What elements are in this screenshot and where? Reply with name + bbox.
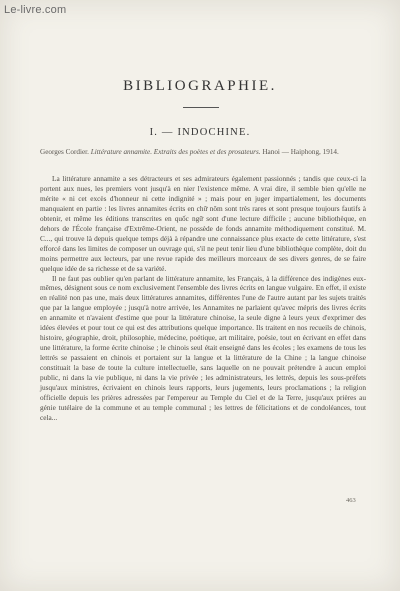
title-divider (183, 107, 219, 108)
watermark: Le-livre.com (4, 4, 67, 16)
bibliographic-reference (40, 147, 366, 157)
reference-author: Georges Cordier. (40, 148, 89, 156)
body-paragraph: Il ne faut pas oublier qu'en parlant de littérature annamite, les Français, à la différence des indigènes eux-mêmes, désignent sous ce nom exclusivement l'ensemble des livres écrits en langue vulgaire. En effet, il existe en réalité non pas une, mais deux littératures annamites, différentes l'une de l'autre autant par les sujets traités que par la langue employée ; jusqu'à notre arrivée, les Annamites ne parlaient qu'avec mépris des livres écrits en annamite et n'avaient d'estime que pour la littérature chinoise, la seule digne à leurs yeux d'exprimer des idées élevées et pour tout ce qui est des attributions quelque importance. Ils traitent en nos recueils de chinois, histoire, géographie, droit, philosophie, médecine, poétique, art militaire, poésie, tout en écrivant en effet dans une littérature, la forme écrite chinoise ; le chinois seul était enseigné dans les écoles ; les examens de tous les lettrés se passaient en chinois et portaient sur la langue et la littérature de la Chine ; la langue chinoise constituait la base de toute la culture intellectuelle, sans laquelle on ne pouvait prétendre à aucun emploi public, ni dans la vie publique, ni dans la vie privée ; les administrateurs, les lettrés, depuis les sous-préfets jusqu'aux ministres, écrivaient en chinois leurs rapports, leurs jugements, leurs proclamations ; la religion officielle depuis les prières adressées par l'empereur au Temple du Ciel et de la Terre, jusqu'aux prières au génie tutélaire de la commune et au temple communal ; les lettres de félicitations et de condoléances, tout cela... (40, 273, 366, 422)
review-body (40, 174, 366, 423)
section-heading: I. — INDOCHINE. (149, 127, 251, 138)
body-paragraph: La littérature annamite a ses détracteurs et ses admirateurs également passionnés ; tandis que ceux-ci la portent aux nues, les premiers vont jusqu'à en nier l'existence même. A vrai dire, il semble bien qu'elle ne mérite « ni cet excès d'honneur ni cette indignité » ; mais pour en juger impartialement, les documents manquaient en partie : les livres annamites écrits en chữ nôm sont très rares et sont presque toujours fautifs à obtenir, et même les éditions transcrites en quốc ngữ sont d'une lecture difficile ; aucune bibliothèque, en dehors de l'École française d'Extrême-Orient, ne possède de fonds annamite méthodiquement constitué. M. C..., qui trouve là depuis quelque temps déjà à répandre une connaissance plus exacte de cette littérature, s'est efforcé dans les limites de composer un ouvrage qui, s'il ne peut tenir lieu d'une bibliothèque complète, doit du moins permettre aux lecteurs, par une revue rapide des meilleurs morceaux de ses divers genres, de se faire quelque idée de sa richesse et de sa variété. (40, 174, 366, 273)
page-title: BIBLIOGRAPHIE. (123, 78, 277, 94)
reference-work-title: Littérature annamite. Extraits des poètes et des prosateurs. (90, 148, 261, 156)
reference-imprint: Hanoi — Haiphong, 1914. (262, 148, 339, 156)
page-signature: 463 (346, 497, 356, 504)
